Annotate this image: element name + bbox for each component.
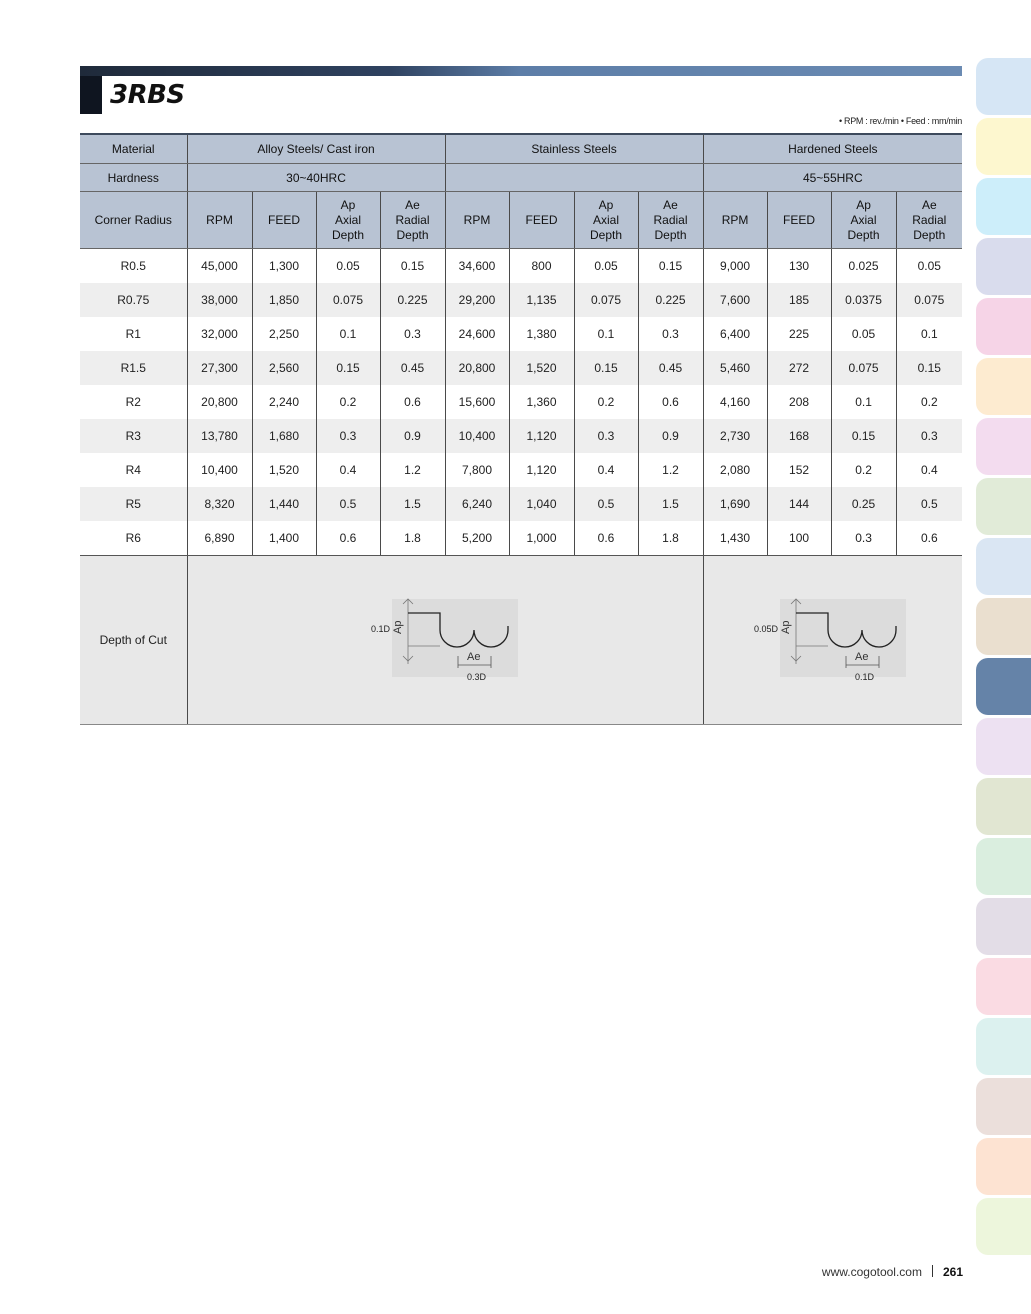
col-header-ae-line: Ae (921, 197, 937, 212)
ae-label: Ae (467, 650, 481, 663)
hardness-row (80, 164, 962, 192)
col-header-feed: FEED (509, 192, 574, 249)
value-cell-rpm: 9,000 (703, 249, 767, 284)
value-cell-rpm: 10,400 (445, 419, 509, 453)
value-cell-feed: 1,040 (509, 487, 574, 521)
value-cell-rpm: 13,780 (187, 419, 252, 453)
section-tabs (976, 58, 1031, 1258)
section-tab[interactable] (976, 298, 1031, 355)
value-cell-rpm: 5,460 (703, 351, 767, 385)
ap-value: 0.05D (753, 623, 778, 634)
ae-label: Ae (854, 650, 869, 663)
value-cell-ae: 0.15 (896, 351, 962, 385)
col-header-ap-line: Depth (847, 227, 880, 242)
material-label: Material (80, 134, 187, 164)
value-cell-ae: 0.3 (638, 317, 703, 351)
value-cell-feed: 1,380 (509, 317, 574, 351)
value-cell-ae: 0.9 (638, 419, 703, 453)
header-bar (80, 66, 962, 76)
depth-of-cut-label: Depth of Cut (80, 556, 187, 725)
corner-radius-cell: R0.5 (80, 249, 187, 284)
table-row (80, 419, 962, 453)
value-cell-rpm: 10,400 (187, 453, 252, 487)
value-cell-ae: 0.6 (380, 385, 445, 419)
value-cell-feed: 1,300 (252, 249, 316, 284)
value-cell-ap: 0.1 (316, 317, 380, 351)
corner-radius-cell: R0.75 (80, 283, 187, 317)
value-cell-ae: 0.3 (896, 419, 962, 453)
value-cell-feed: 152 (767, 453, 831, 487)
corner-radius-cell: R1.5 (80, 351, 187, 385)
value-cell-ap: 0.05 (316, 249, 380, 284)
value-cell-feed: 208 (767, 385, 831, 419)
section-tab[interactable] (976, 58, 1031, 115)
col-header-ae-line: Radial (653, 212, 688, 227)
value-cell-ae: 0.225 (638, 283, 703, 317)
value-cell-ap: 0.075 (316, 283, 380, 317)
value-cell-ae: 0.05 (896, 249, 962, 284)
value-cell-ae: 0.5 (896, 487, 962, 521)
col-header-ap-line: Ap (340, 197, 356, 212)
col-header-ae-line: Depth (913, 227, 946, 242)
section-tab[interactable] (976, 238, 1031, 295)
depth-of-cut-cell-hardened (703, 556, 962, 725)
value-cell-ap: 0.4 (316, 453, 380, 487)
depth-of-cut-row (80, 556, 962, 725)
value-cell-feed: 2,250 (252, 317, 316, 351)
col-header-rpm: RPM (703, 192, 767, 249)
section-tab[interactable] (976, 598, 1031, 655)
material-hardened: Hardened Steels (703, 134, 962, 164)
value-cell-ae: 1.8 (638, 521, 703, 556)
value-cell-ap: 0.075 (831, 351, 896, 385)
value-cell-feed: 800 (509, 249, 574, 284)
value-cell-rpm: 2,730 (703, 419, 767, 453)
value-cell-ap: 0.05 (831, 317, 896, 351)
col-header-ap-line: Axial (593, 212, 620, 227)
value-cell-ae: 1.8 (380, 521, 445, 556)
table-row (80, 249, 962, 284)
col-header-ap-line: Axial (334, 212, 361, 227)
value-cell-ae: 0.3 (380, 317, 445, 351)
section-tab[interactable] (976, 1018, 1031, 1075)
ae-value: 0.3D (467, 671, 487, 682)
value-cell-feed: 2,560 (252, 351, 316, 385)
value-cell-rpm: 20,800 (445, 351, 509, 385)
value-cell-feed: 1,850 (252, 283, 316, 317)
page-title: 3RBS (110, 80, 185, 110)
section-tab[interactable] (976, 538, 1031, 595)
value-cell-ap: 0.5 (316, 487, 380, 521)
table-row (80, 385, 962, 419)
material-alloy: Alloy Steels/ Cast iron (187, 134, 445, 164)
col-header-feed: FEED (767, 192, 831, 249)
value-cell-feed: 130 (767, 249, 831, 284)
col-header-feed: FEED (252, 192, 316, 249)
col-header-ae (896, 192, 962, 249)
value-cell-ap: 0.1 (831, 385, 896, 419)
corner-radius-cell: R2 (80, 385, 187, 419)
value-cell-ae: 1.5 (638, 487, 703, 521)
value-cell-ae: 1.5 (380, 487, 445, 521)
depth-of-cut-cell-soft (187, 556, 703, 725)
footer (822, 1265, 963, 1279)
value-cell-rpm: 5,200 (445, 521, 509, 556)
depth-of-cut-diagram (753, 594, 908, 684)
value-cell-ap: 0.05 (574, 249, 638, 284)
col-header-ap-line: Axial (850, 212, 877, 227)
value-cell-ap: 0.6 (316, 521, 380, 556)
col-header-ap-line: Ap (598, 197, 614, 212)
value-cell-rpm: 32,000 (187, 317, 252, 351)
value-cell-feed: 144 (767, 487, 831, 521)
value-cell-ap: 0.1 (574, 317, 638, 351)
ap-label: Ap (392, 620, 405, 634)
value-cell-rpm: 4,160 (703, 385, 767, 419)
value-cell-feed: 225 (767, 317, 831, 351)
col-header-ae-line: Radial (395, 212, 430, 227)
hardness-alloy: 30~40HRC (187, 164, 445, 192)
col-header-ae-line: Depth (396, 227, 429, 242)
value-cell-ap: 0.025 (831, 249, 896, 284)
col-header-ap (574, 192, 638, 249)
value-cell-rpm: 7,600 (703, 283, 767, 317)
depth-of-cut-diagram (370, 594, 520, 684)
corner-radius-cell: R3 (80, 419, 187, 453)
value-cell-feed: 1,000 (509, 521, 574, 556)
col-header-ae (638, 192, 703, 249)
corner-radius-cell: R6 (80, 521, 187, 556)
col-header-ap (831, 192, 896, 249)
units-note: • RPM : rev./min • Feed : mm/min (838, 116, 962, 126)
value-cell-feed: 1,520 (252, 453, 316, 487)
col-header-ae (380, 192, 445, 249)
section-tab[interactable] (976, 1138, 1031, 1195)
value-cell-feed: 1,440 (252, 487, 316, 521)
value-cell-ae: 0.45 (638, 351, 703, 385)
value-cell-rpm: 7,800 (445, 453, 509, 487)
value-cell-ap: 0.3 (316, 419, 380, 453)
hardness-stainless (445, 164, 703, 192)
footer-divider (932, 1265, 933, 1277)
value-cell-rpm: 38,000 (187, 283, 252, 317)
value-cell-ap: 0.2 (316, 385, 380, 419)
table-row (80, 453, 962, 487)
section-tab[interactable] (976, 898, 1031, 955)
value-cell-ae: 0.075 (896, 283, 962, 317)
value-cell-rpm: 24,600 (445, 317, 509, 351)
value-cell-ae: 0.6 (896, 521, 962, 556)
material-stainless: Stainless Steels (445, 134, 703, 164)
value-cell-ap: 0.5 (574, 487, 638, 521)
section-tab[interactable] (976, 1078, 1031, 1135)
col-header-ap-line: Depth (590, 227, 623, 242)
value-cell-ap: 0.4 (574, 453, 638, 487)
section-tab[interactable] (976, 838, 1031, 895)
ap-value: 0.1D (371, 623, 391, 634)
col-header-rpm: RPM (445, 192, 509, 249)
value-cell-feed: 168 (767, 419, 831, 453)
page-number: 261 (942, 1265, 963, 1279)
value-cell-ap: 0.2 (574, 385, 638, 419)
value-cell-ap: 0.075 (574, 283, 638, 317)
col-header-ae-line: Ae (663, 197, 678, 212)
value-cell-feed: 1,520 (509, 351, 574, 385)
col-header-ap (316, 192, 380, 249)
col-header-ae-line: Ae (405, 197, 420, 212)
value-cell-rpm: 27,300 (187, 351, 252, 385)
value-cell-rpm: 2,080 (703, 453, 767, 487)
value-cell-feed: 1,120 (509, 419, 574, 453)
value-cell-rpm: 1,690 (703, 487, 767, 521)
corner-radius-label: Corner Radius (80, 192, 187, 249)
col-header-ae-line: Depth (654, 227, 687, 242)
value-cell-feed: 185 (767, 283, 831, 317)
corner-radius-cell: R4 (80, 453, 187, 487)
value-cell-rpm: 6,890 (187, 521, 252, 556)
value-cell-ap: 0.0375 (831, 283, 896, 317)
value-cell-ae: 1.2 (638, 453, 703, 487)
col-header-ap-line: Ap (856, 197, 871, 212)
value-cell-ap: 0.15 (316, 351, 380, 385)
value-cell-rpm: 1,430 (703, 521, 767, 556)
value-cell-feed: 272 (767, 351, 831, 385)
value-cell-ae: 0.9 (380, 419, 445, 453)
section-tab[interactable] (976, 1198, 1031, 1255)
value-cell-ae: 1.2 (380, 453, 445, 487)
value-cell-ae: 0.4 (896, 453, 962, 487)
value-cell-feed: 1,400 (252, 521, 316, 556)
table-row (80, 521, 962, 556)
section-tab[interactable] (976, 718, 1031, 775)
footer-url[interactable]: www.cogotool.com (821, 1265, 922, 1279)
depth-of-cut-svg (370, 594, 520, 684)
table-row (80, 317, 962, 351)
col-header-rpm: RPM (187, 192, 252, 249)
table-row (80, 283, 962, 317)
value-cell-feed: 1,680 (252, 419, 316, 453)
table-row (80, 487, 962, 521)
section-tab[interactable] (976, 958, 1031, 1015)
ae-value: 0.1D (854, 671, 874, 682)
ap-label: Ap (779, 620, 792, 634)
table-row (80, 351, 962, 385)
section-tab[interactable] (976, 658, 1031, 715)
title-tab-marker (80, 76, 102, 114)
section-tab[interactable] (976, 418, 1031, 475)
hardness-label: Hardness (80, 164, 187, 192)
value-cell-rpm: 8,320 (187, 487, 252, 521)
value-cell-ap: 0.2 (831, 453, 896, 487)
cutting-conditions-table (80, 133, 962, 725)
depth-of-cut-svg (753, 594, 908, 684)
value-cell-ae: 0.15 (638, 249, 703, 284)
section-tab[interactable] (976, 358, 1031, 415)
col-header-ae-line: Radial (912, 212, 947, 227)
value-cell-ae: 0.1 (896, 317, 962, 351)
value-cell-ap: 0.3 (831, 521, 896, 556)
col-header-ap-line: Depth (331, 227, 365, 242)
value-cell-feed: 2,240 (252, 385, 316, 419)
value-cell-feed: 1,120 (509, 453, 574, 487)
value-cell-ap: 0.25 (831, 487, 896, 521)
section-tab[interactable] (976, 478, 1031, 535)
value-cell-ae: 0.45 (380, 351, 445, 385)
value-cell-feed: 1,360 (509, 385, 574, 419)
column-header-row (80, 192, 962, 249)
value-cell-rpm: 34,600 (445, 249, 509, 284)
section-tab[interactable] (976, 118, 1031, 175)
corner-radius-cell: R5 (80, 487, 187, 521)
corner-radius-cell: R1 (80, 317, 187, 351)
value-cell-ae: 0.6 (638, 385, 703, 419)
table-body (80, 249, 962, 725)
hardness-hardened: 45~55HRC (703, 164, 962, 192)
value-cell-rpm: 20,800 (187, 385, 252, 419)
value-cell-ae: 0.2 (896, 385, 962, 419)
value-cell-ap: 0.15 (574, 351, 638, 385)
section-tab[interactable] (976, 178, 1031, 235)
value-cell-rpm: 45,000 (187, 249, 252, 284)
value-cell-feed: 100 (767, 521, 831, 556)
value-cell-ap: 0.3 (574, 419, 638, 453)
section-tab[interactable] (976, 778, 1031, 835)
value-cell-ae: 0.15 (380, 249, 445, 284)
value-cell-rpm: 29,200 (445, 283, 509, 317)
value-cell-ae: 0.225 (380, 283, 445, 317)
value-cell-rpm: 15,600 (445, 385, 509, 419)
value-cell-ap: 0.15 (831, 419, 896, 453)
material-row (80, 134, 962, 164)
value-cell-feed: 1,135 (509, 283, 574, 317)
value-cell-rpm: 6,240 (445, 487, 509, 521)
value-cell-rpm: 6,400 (703, 317, 767, 351)
value-cell-ap: 0.6 (574, 521, 638, 556)
